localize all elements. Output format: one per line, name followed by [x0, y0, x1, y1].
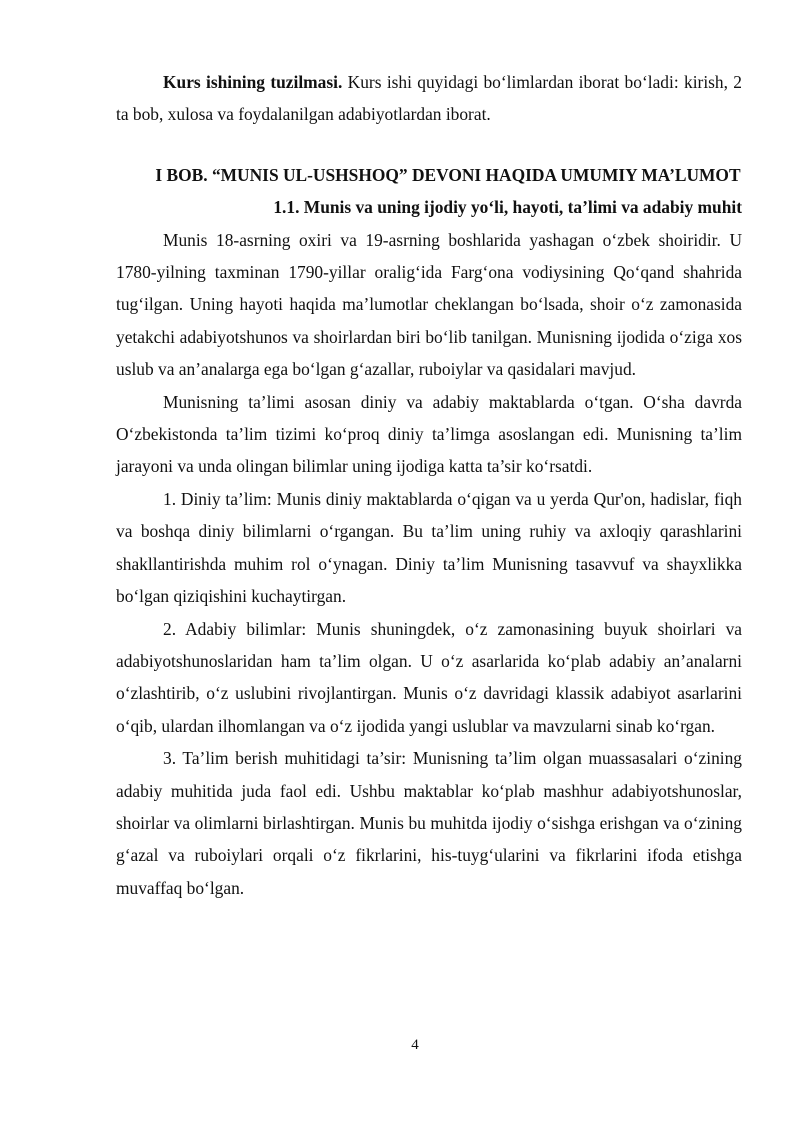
list-paragraph: 3. Ta’lim berish muhitidagi ta’sir: Munisning ta’lim olgan muassasalari o‘zining adabiy muhitida juda faol edi. Ushbu maktablar ko‘plab mashhur adabiyotshunoslar, shoirlar va olimlarni birlashtirgan. Munis bu muhitda ijodiy o‘sishga erishgan va o‘zining g‘azal va ruboiylari orqali o‘z fikrlarini, his-tuyg‘ularini va fikrlarini ifoda etishga muvaffaq bo‘lgan. — [116, 748, 742, 898]
body-paragraph: Munisning ta’limi asosan diniy va adabiy maktablarda o‘tgan. O‘sha davrda O‘zbekistonda ta’lim tizimi ko‘proq diniy ta’limga asoslangan edi. Munisning ta’lim jarayoni va unda olingan bilimlar uning ijodiga katta ta’sir ko‘rsatdi. — [116, 391, 742, 477]
list-paragraph: 1. Diniy ta’lim: Munis diniy maktablarda o‘qigan va u yerda Qur'on, hadislar, fiqh va boshqa diniy bilimlarni o‘rgangan. Bu ta’lim uning ruhiy va axloqiy qarashlarini shakllantirishda muhim rol o‘ynagan. Diniy ta’lim Munisning tasavvuf va shayxlikka bo‘lgan qiziqishini kuchaytirgan. — [116, 488, 742, 607]
section-title: 1.1. Munis va uning ijodiy yo‘li, hayoti, ta’limi va adabiy muhit — [273, 197, 742, 218]
intro-lead: Kurs ishining tuzilmasi. — [163, 72, 343, 92]
chapter-title: I BOB. “MUNIS UL-USHSHOQ” DEVONI HAQIDA UMUMIY MA’LUMOT — [155, 164, 741, 185]
page-number: 4 — [411, 1037, 419, 1053]
intro-paragraph — [116, 66, 742, 131]
list-paragraph: 2. Adabiy bilimlar: Munis shuningdek, o‘z zamonasining buyuk shoirlari va adabiyotshunoslaridan ham ta’lim olgan. U o‘z asarlarida ko‘plab adabiy an’analarni o‘zlashtirib, o‘z uslubini rivojlantirgan. Munis o‘z davridagi klassik adabiyot asarlarini o‘qib, ulardan ilhomlangan va o‘z ijodida yangi uslublar va mavzularni sinab ko‘rgan. — [116, 618, 742, 736]
document-page — [116, 66, 742, 904]
intro-text: Kurs ishi quyidagi bo‘limlardan iborat bo‘ladi: kirish, 2 ta bob, xulosa va foydalanilgan adabiyotlardan iborat. — [116, 72, 742, 125]
spacer — [116, 131, 742, 159]
body-paragraph: Munis 18-asrning oxiri va 19-asrning boshlarida yashagan o‘zbek shoiridir. U 1780-yilning taxminan 1790-yillar oralig‘ida Farg‘ona vodiysining Qo‘qand shahrida tug‘ilgan. Uning hayoti haqida ma’lumotlar cheklangan bo‘lsada, shoir o‘z zamonasida yetakchi adabiyotshunos va shoirlardan biri bo‘lib tanilgan. Munisning ijodida o‘ziga xos uslub va an’analarga ega bo‘lgan g‘azallar, ruboiylar va qasidalari mavjud. — [116, 229, 742, 380]
